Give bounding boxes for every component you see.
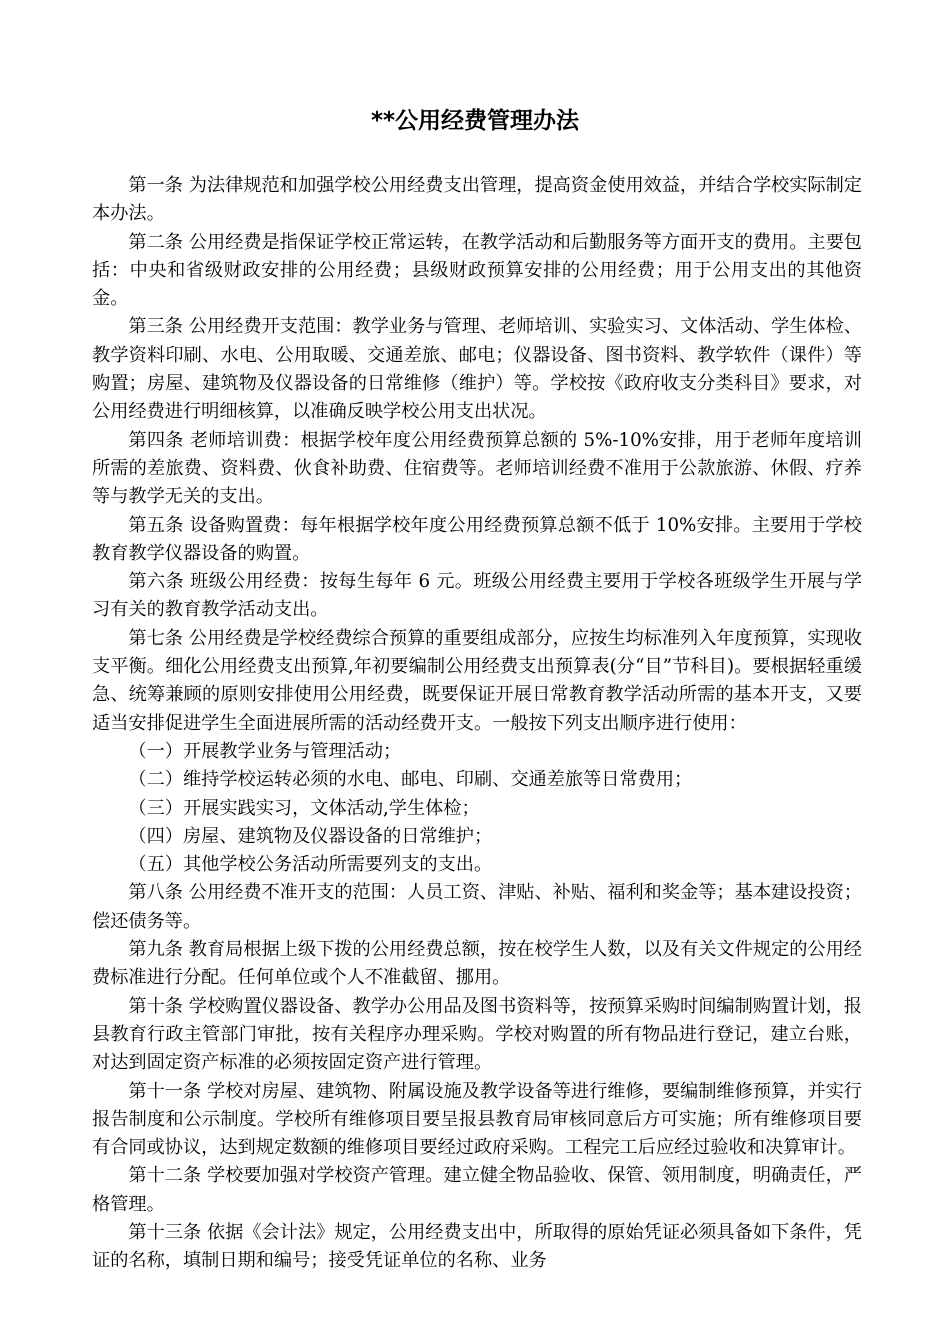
document-body	[92, 172, 862, 1276]
document-title: **公用经费管理办法	[370, 108, 580, 134]
article-10: 第十条 学校购置仪器设备、教学办公用品及图书资料等，按预算采购时间编制购置计划，报县教育行政主管部门审批，按有关程序办理采购。学校对购置的所有物品进行登记，建立台账，对达到固定资产标准的必须按固定资产进行管理。	[92, 995, 862, 1074]
article-7: 第七条 公用经费是学校经费综合预算的重要组成部分，应按生均标准列入年度预算，实现收支平衡。细化公用经费支出预算,年初要编制公用经费支出预算表(分“目”节科目)。要根据轻重缓急、统筹兼顾的原则安排使用公用经费，既要保证开展日常教育教学活动所需的基本开支，又要适当安排促进学生全面进展所需的活动经费开支。一般按下列支出顺序进行使用：	[92, 627, 862, 734]
article-5: 第五条 设备购置费：每年根据学校年度公用经费预算总额不低于 10%安排。主要用于学校教育教学仪器设备的购置。	[92, 514, 862, 564]
article-1: 第一条 为法律规范和加强学校公用经费支出管理，提高资金使用效益，并结合学校实际制定本办法。	[92, 175, 862, 225]
article-6: 第六条 班级公用经费：按每生每年 6 元。班级公用经费主要用于学校各班级学生开展与学习有关的教育教学活动支出。	[92, 571, 862, 621]
article-3: 第三条 公用经费开支范围：教学业务与管理、老师培训、实验实习、文体活动、学生体检、教学资料印刷、水电、公用取暖、交通差旅、邮电；仪器设备、图书资料、教学软件（课件）等购置；房屋、建筑物及仪器设备的日常维修（维护）等。学校按《政府收支分类科目》要求，对公用经费进行明细核算，以准确反映学校公用支出状况。	[92, 316, 862, 423]
article-8: 第八条 公用经费不准开支的范围：人员工资、津贴、补贴、福利和奖金等；基本建设投资；偿还债务等。	[92, 882, 862, 932]
list-item: （二）维持学校运转必须的水电、邮电、印刷、交通差旅等日常费用；	[128, 769, 693, 791]
list-item: （三）开展实践实习，文体活动,学生体检；	[128, 797, 480, 819]
list-item: （五）其他学校公务活动所需要列支的支出。	[128, 854, 493, 876]
article-12: 第十二条 学校要加强对学校资产管理。建立健全物品验收、保管、领用制度，明确责任，严格管理。	[92, 1165, 862, 1215]
article-4: 第四条 老师培训费：根据学校年度公用经费预算总额的 5%-10%安排，用于老师年度培训所需的差旅费、资料费、伙食补助费、住宿费等。老师培训经费不准用于公款旅游、休假、疗养等与教学无关的支出。	[92, 429, 862, 508]
list-item: （四）房屋、建筑物及仪器设备的日常维护；	[128, 825, 493, 847]
article-9: 第九条 教育局根据上级下拨的公用经费总额，按在校学生人数，以及有关文件规定的公用经费标准进行分配。任何单位或个人不准截留、挪用。	[92, 939, 862, 989]
list-item: （一）开展教学业务与管理活动；	[128, 740, 402, 762]
article-13: 第十三条 依据《会计法》规定，公用经费支出中，所取得的原始凭证必须具备如下条件，凭证的名称，填制日期和编号；接受凭证单位的名称、业务	[92, 1221, 862, 1272]
article-11: 第十一条 学校对房屋、建筑物、附属设施及教学设备等进行维修，要编制维修预算，并实行报告制度和公示制度。学校所有维修项目要呈报县教育局审核同意后方可实施；所有维修项目要有合同或协议，达到规定数额的维修项目要经过政府采购。工程完工后应经过验收和决算审计。	[92, 1080, 862, 1159]
article-2: 第二条 公用经费是指保证学校正常运转，在教学活动和后勤服务等方面开支的费用。主要包括：中央和省级财政安排的公用经费；县级财政预算安排的公用经费；用于公用支出的其他资金。	[92, 231, 862, 310]
